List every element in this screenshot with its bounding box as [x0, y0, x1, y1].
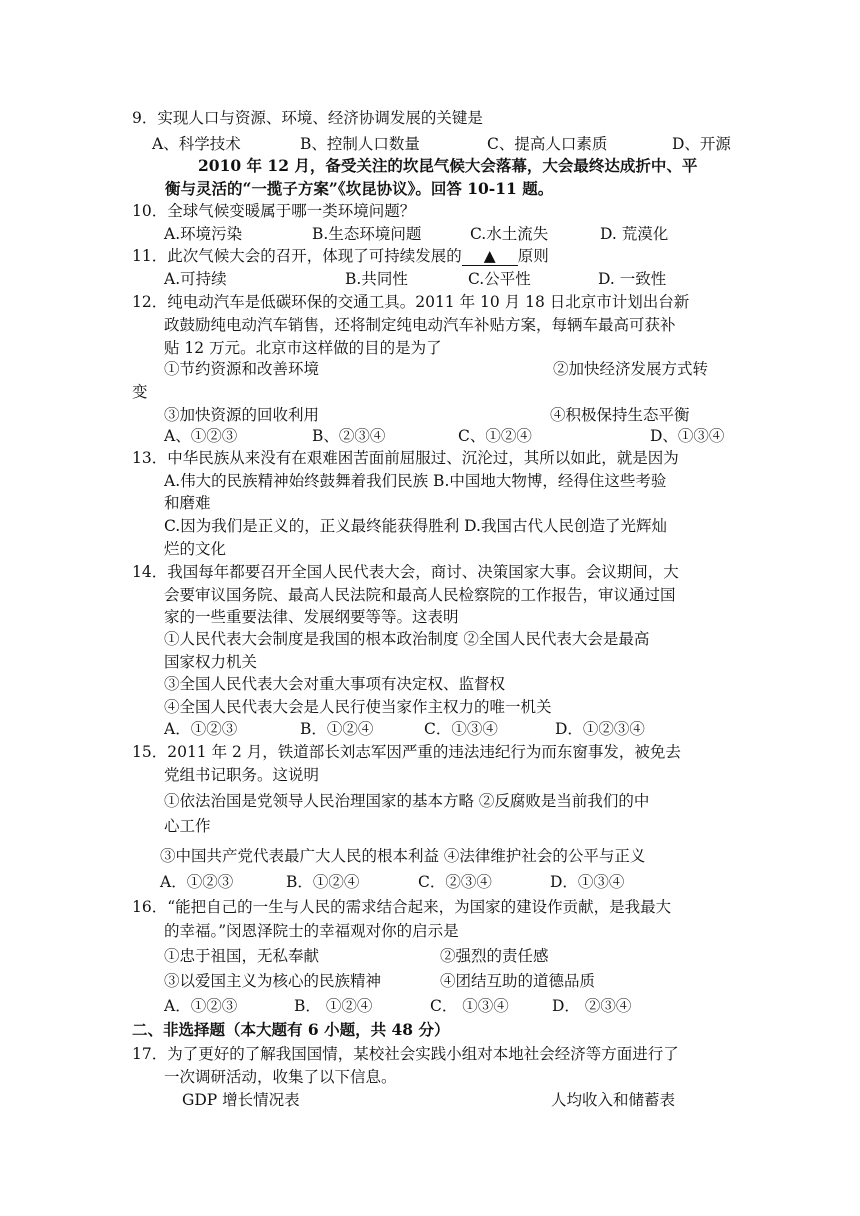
q9-stem: 9．实现人口与资源、环境、经济协调发展的关键是: [132, 109, 483, 127]
q12-line-3: 贴 12 万元。北京市这样做的目的是为了: [164, 339, 442, 357]
q15-option-a: A．①②③: [160, 873, 234, 891]
q16-item-3: ③以爱国主义为核心的民族精神: [164, 972, 382, 990]
section-2-title: 二、非选择题（本大题有 6 小题，共 48 分）: [132, 1020, 450, 1039]
q10-option-a: A.环境污染: [164, 225, 243, 243]
q14-option-c: C．①③④: [424, 720, 498, 738]
q12-option-d: D、①③④: [650, 427, 725, 445]
q15-item-1-2: ①依法治国是党领导人民治理国家的基本方略 ②反腐败是当前我们的中: [164, 792, 650, 810]
q16-option-c: C． ①③④: [430, 997, 509, 1015]
q12-option-c: C、①②④: [458, 427, 532, 445]
q16-line-2: 的幸福。”闵恩泽院士的幸福观对你的启示是: [164, 922, 459, 940]
q15-line-1: 15．2011 年 2 月，铁道部长刘志军因严重的违法违纪行为而东窗事发，被免去: [132, 743, 681, 761]
q15-item-3-4: ③中国共产党代表最广大人民的根本利益 ④法律维护社会的公平与正义: [160, 847, 646, 865]
q9-option-a: A、科学技术: [152, 135, 241, 153]
q10-stem: 10．全球气候变暖属于哪一类环境问题？: [132, 202, 416, 220]
q10-option-c: C.水土流失: [470, 225, 549, 243]
q12-item-4: ④积极保持生态平衡: [550, 406, 690, 424]
q14-item-3: ③全国人民代表大会对重大事项有决定权、监督权: [164, 675, 506, 693]
q10-option-b: B.生态环境问题: [312, 225, 422, 243]
q12-item-2: ②加快经济发展方式转: [553, 360, 709, 378]
q11-stem-before: 11．此次气候大会的召开，体现了可持续发展的: [132, 247, 462, 265]
q17-line-2: 一次调研活动，收集了以下信息。: [164, 1068, 397, 1086]
q13-option-d-continued: 烂的文化: [164, 540, 227, 558]
q13-option-b-continued: 和磨难: [164, 494, 211, 512]
q11-stem: [132, 245, 549, 267]
q11-option-a: A.可持续: [164, 270, 227, 288]
q12-option-b: B、②③④: [312, 427, 386, 445]
q12-item-2-continued: 变: [132, 383, 148, 401]
material-10-11-line1: 2010 年 12 月，备受关注的坎昆气候大会落幕，大会最终达成折中、平: [198, 156, 698, 175]
q16-item-1: ①忠于祖国，无私奉献: [164, 947, 320, 965]
q13-option-ab: A.伟大的民族精神始终鼓舞着我们民族 B.中国地大物博，经得住这些考验: [164, 472, 667, 490]
material-10-11-line2: 衡与灵活的“一揽子方案”《坎昆协议》。回答 10-11 题。: [165, 179, 554, 198]
q17-table1-title: GDP 增长情况表: [182, 1091, 300, 1109]
q14-item-4: ④全国人民代表大会是人民行使当家作主权力的唯一机关: [164, 698, 552, 716]
q16-item-4: ④团结互助的道德品质: [440, 972, 596, 990]
q15-option-d: D．①③④: [550, 873, 625, 891]
q11-option-d: D. 一致性: [598, 270, 667, 288]
q12-item-3: ③加快资源的回收利用: [164, 406, 320, 424]
q12-item-1: ①节约资源和改善环境: [164, 360, 320, 378]
q14-item-2-continued: 国家权力机关: [164, 653, 258, 671]
q13-option-cd: C.因为我们是正义的，正义最终能获得胜利 D.我国古代人民创造了光辉灿: [164, 517, 667, 535]
q15-item-2-continued: 心工作: [164, 817, 211, 835]
q16-option-b: B． ①②④: [294, 997, 373, 1015]
q13-stem: 13．中华民族从来没有在艰难困苦面前屈服过、沉沦过，其所以如此，就是因为: [132, 449, 679, 467]
q16-line-1: 16．“能把自己的一生与人民的需求结合起来，为国家的建设作贡献，是我最大: [132, 898, 672, 916]
q9-option-d: D、开源: [672, 135, 731, 153]
q16-option-a: A．①②③: [164, 997, 238, 1015]
q11-stem-after: 原则: [517, 247, 549, 265]
q12-line-2: 政鼓励纯电动汽车销售，还将制定纯电动汽车补贴方案，每辆车最高可获补: [164, 316, 676, 334]
q15-line-2: 党组书记职务。这说明: [164, 766, 320, 784]
q17-table2-title: 人均收入和储蓄表: [551, 1091, 676, 1109]
q14-line-3: 家的一些重要法律、发展纲要等等。这表明: [164, 608, 459, 626]
q16-item-2: ②强烈的责任感: [440, 947, 549, 965]
q14-line-1: 14．我国每年都要召开全国人民代表大会，商讨、决策国家大事。会议期间，大: [132, 563, 679, 581]
q14-line-2: 会要审议国务院、最高人民法院和最高人民检察院的工作报告，审议通过国: [164, 586, 676, 604]
q11-option-b: B.共同性: [345, 270, 408, 288]
q12-option-a: A、①②③: [164, 427, 238, 445]
q10-option-d: D. 荒漠化: [600, 225, 669, 243]
q16-option-d: D． ②③④: [552, 997, 632, 1015]
q9-option-c: C、提高人口素质: [487, 135, 608, 153]
q15-option-c: C．②③④: [418, 873, 492, 891]
q14-option-a: A．①②③: [164, 720, 238, 738]
q15-option-b: B．①②④: [286, 873, 360, 891]
q14-option-b: B．①②④: [300, 720, 374, 738]
q12-line-1: 12．纯电动汽车是低碳环保的交通工具。2011 年 10 月 18 日北京市计划出台新: [132, 293, 690, 311]
q17-line-1: 17．为了更好的了解我国国情，某校社会实践小组对本地社会经济等方面进行了: [132, 1045, 679, 1063]
q11-blank: ▲: [462, 247, 518, 266]
q9-option-b: B、控制人口数量: [300, 135, 420, 153]
q11-option-c: C.公平性: [468, 270, 531, 288]
q14-item-1-2: ①人民代表大会制度是我国的根本政治制度 ②全国人民代表大会是最高: [164, 630, 650, 648]
q14-option-d: D．①②③④: [555, 720, 645, 738]
